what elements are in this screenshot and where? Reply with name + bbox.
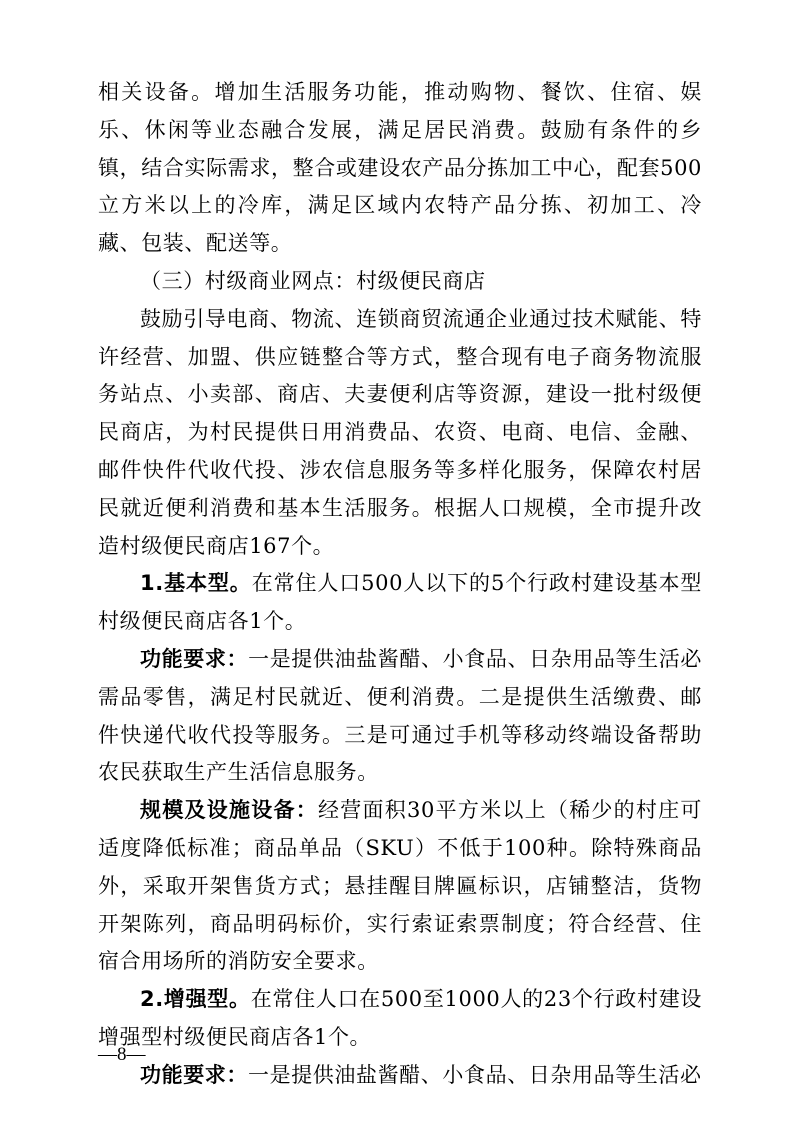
- enhanced-type-text: 在常住人口在500至1000人的23个行政村建设增强型村级便民商店各1个。: [98, 987, 702, 1049]
- paragraph-scale-facilities: [98, 792, 702, 981]
- function-requirements-label: 功能要求：: [140, 646, 249, 671]
- scale-facilities-text: 经营面积30平方米以上（稀少的村庄可适度降低标准；商品单品（SKU）不低于100种。除特殊商品外，采取开架售货方式；悬挂醒目牌匾标识，店铺整洁，货物开架陈列，商品明码标价，实行索证索票制度；符合经营、住宿合用场所的消防安全要求。: [98, 798, 702, 974]
- paragraph-function-requirements-basic: [98, 641, 702, 792]
- paragraph-function-requirements-enhanced: [98, 1057, 702, 1095]
- section-heading-village-stores: （三）村级商业网点：村级便民商店: [140, 268, 486, 293]
- paragraph-continued: 相关设备。增加生活服务功能，推动购物、餐饮、住宿、娱乐、休闲等业态融合发展，满足居民消费。鼓励有条件的乡镇，结合实际需求，整合或建设农产品分拣加工中心，配套500立方米以上的冷库，满足区域内农特产品分拣、初加工、冷藏、包装、配送等。: [98, 80, 702, 256]
- function-requirements-text-2: 一是提供油盐酱醋、小食品、日杂用品等生活必: [248, 1062, 702, 1087]
- function-requirements-label-2: 功能要求：: [140, 1062, 248, 1087]
- scale-facilities-label: 规模及设施设备：: [140, 798, 319, 823]
- function-requirements-text: 一是提供油盐酱醋、小食品、日杂用品等生活必需品零售，满足村民就近、便利消费。二是提供生活缴费、邮件快递代收代投等服务。三是可通过手机等移动终端设备帮助农民获取生产生活信息服务。: [98, 646, 702, 785]
- document-body: [98, 74, 702, 1095]
- paragraph-enhanced-type: [98, 981, 702, 1057]
- paragraph-basic-type: [98, 565, 702, 641]
- enhanced-type-label: 2.增强型。: [140, 987, 251, 1012]
- basic-type-label: 1.基本型。: [140, 571, 252, 596]
- basic-type-text: 在常住人口500人以下的5个行政村建设基本型村级便民商店各1个。: [98, 571, 702, 634]
- paragraph-village-stores: 鼓励引导电商、物流、连锁商贸流通企业通过技术赋能、特许经营、加盟、供应链整合等方式，整合现有电子商务物流服务站点、小卖部、商店、夫妻便利店等资源，建设一批村级便民商店，为村民提供日用消费品、农资、电商、电信、金融、邮件快件代收代投、涉农信息服务等多样化服务，保障农村居民就近便利消费和基本生活服务。根据人口规模，全市提升改造村级便民商店167个。: [98, 306, 702, 558]
- page-number: —8—: [98, 1044, 146, 1065]
